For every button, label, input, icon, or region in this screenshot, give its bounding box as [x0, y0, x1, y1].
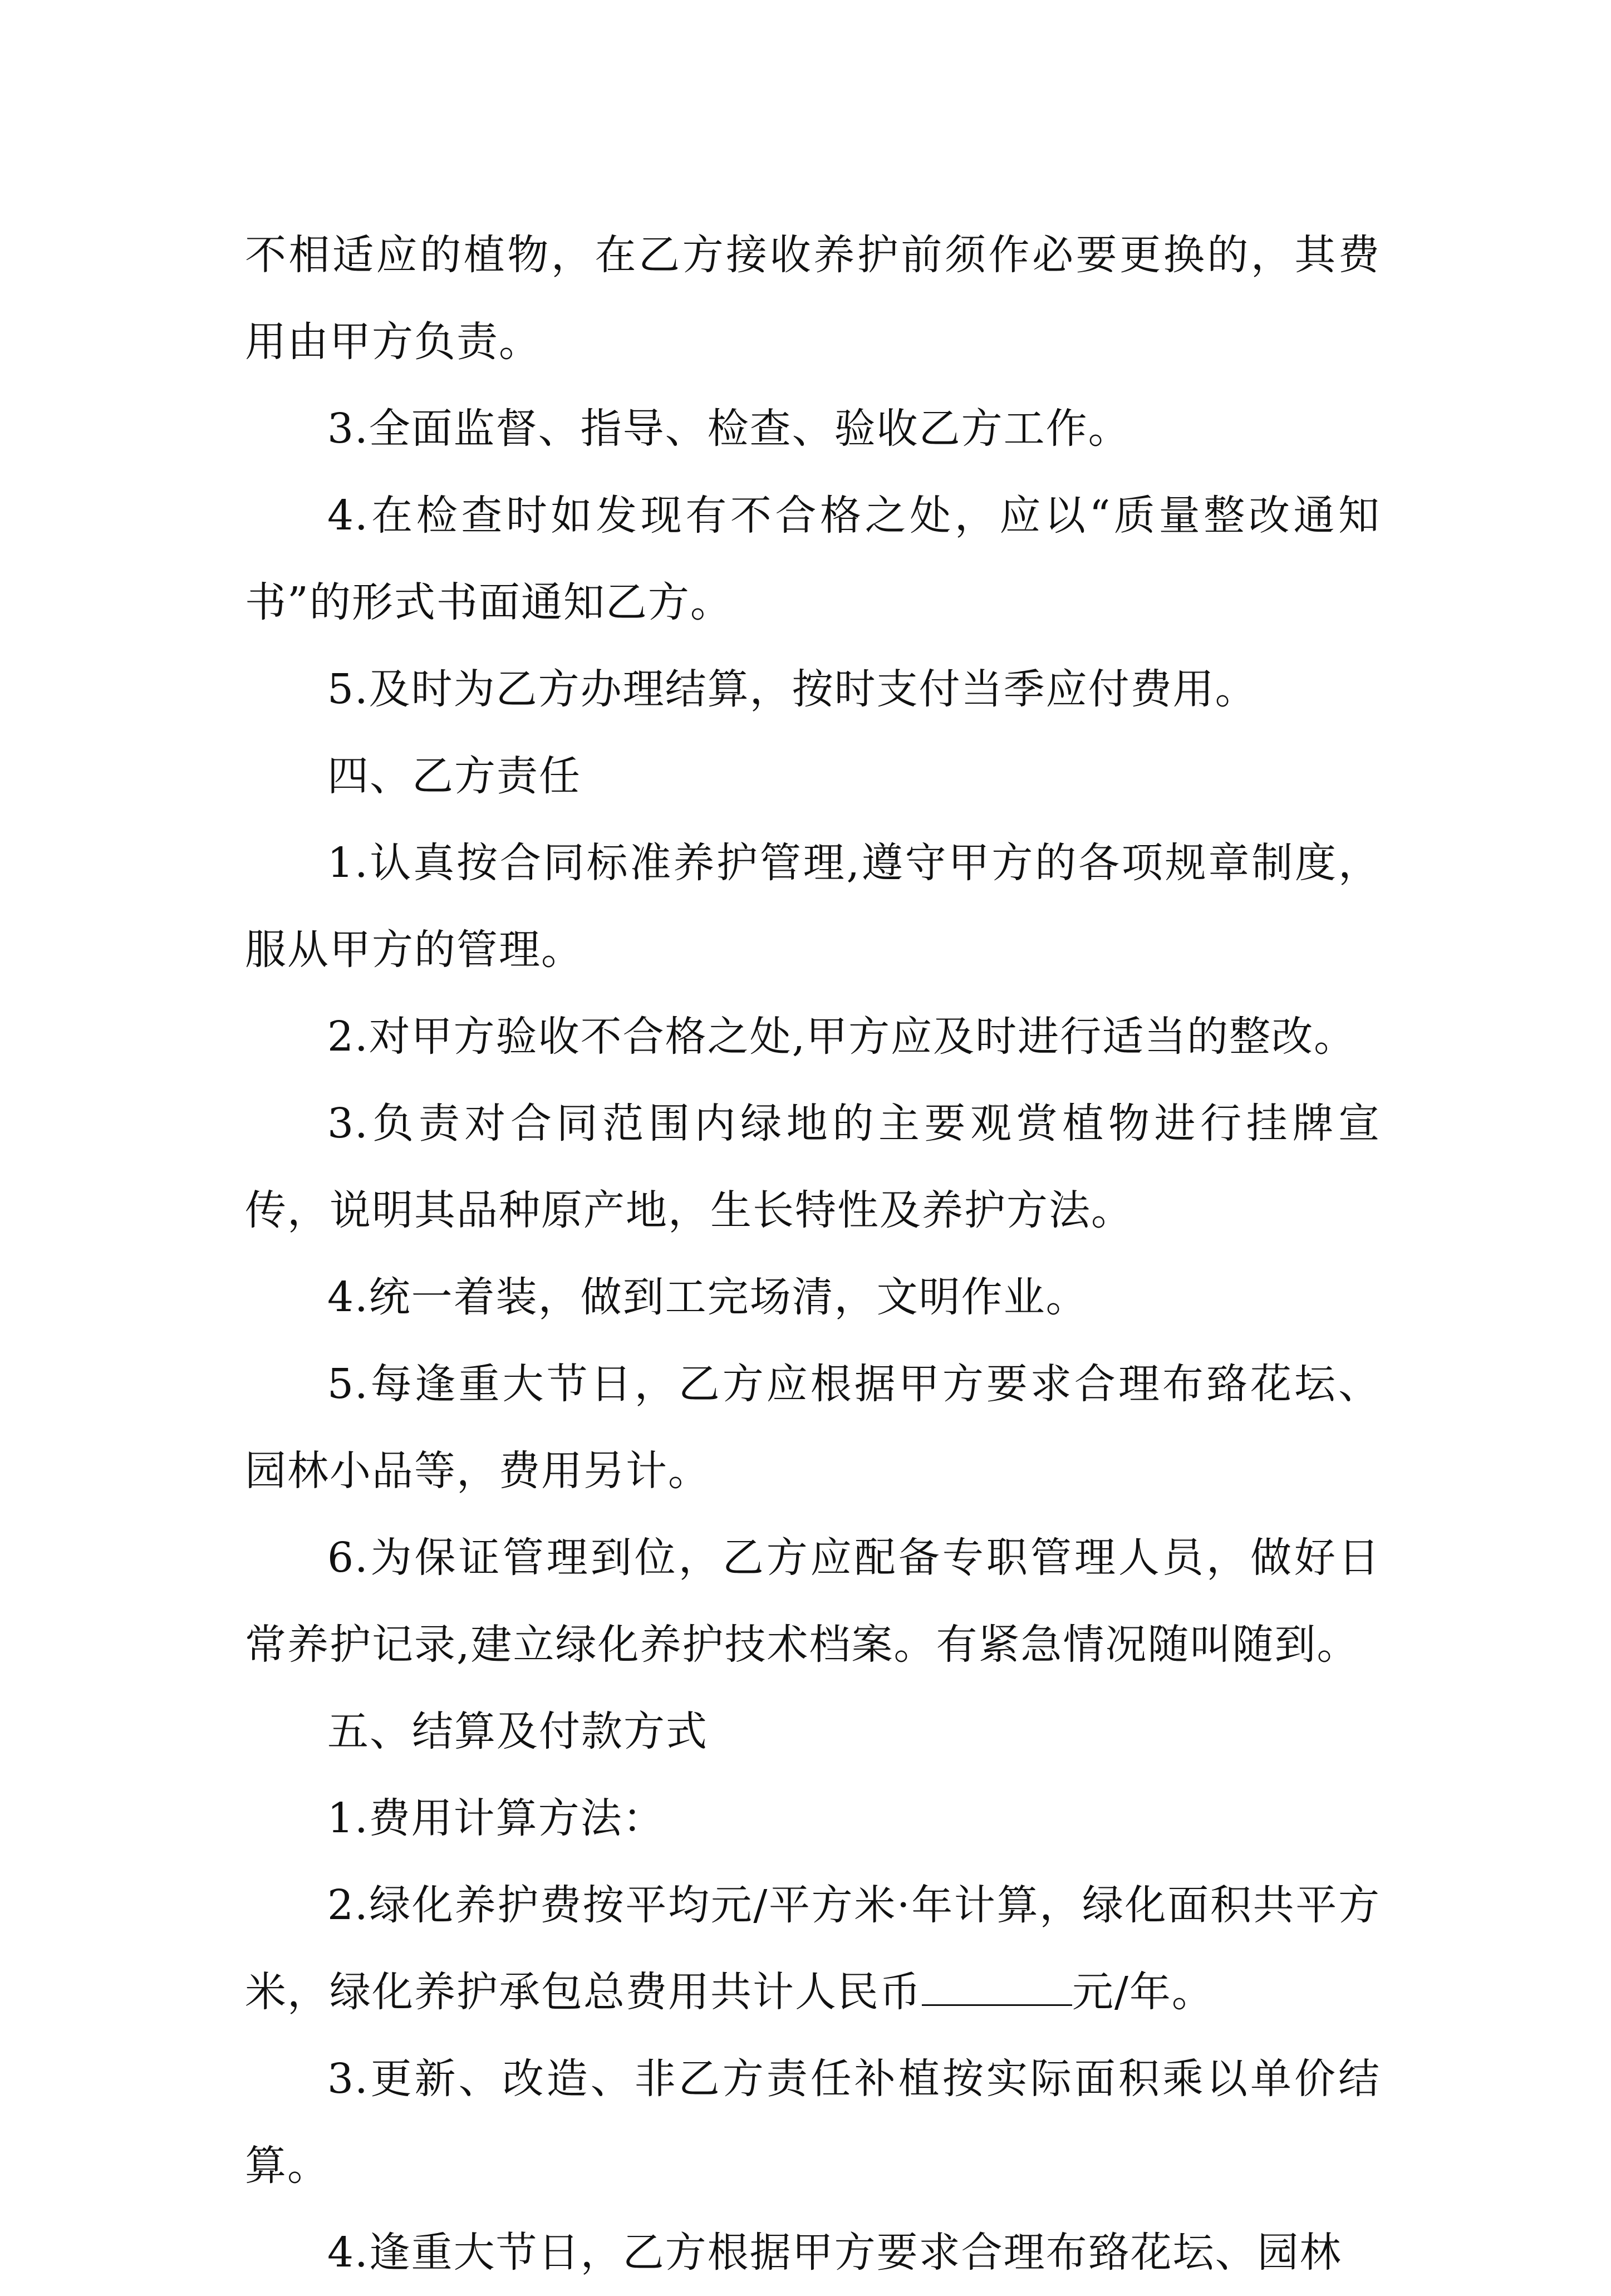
paragraph-plant-labels: 3.负责对合同范围内绿地的主要观赏植物进行挂牌宣传，说明其品种原产地，生长特性及养护方法。 [245, 1100, 1381, 1234]
paragraph-supervise: 3.全面监督、指导、检查、验收乙方工作。 [327, 405, 1131, 453]
paragraph-dedicated-staff: 6.为保证管理到位，乙方应配备专职管理人员，做好日常养护记录,建立绿化养护技术档案。有紧急情况随叫随到。 [245, 1534, 1381, 1669]
paragraph-maintenance-fee [245, 1862, 1381, 2035]
paragraph-replanting-settlement: 3.更新、改造、非乙方责任补植按实际面积乘以单价结算。 [245, 2055, 1381, 2190]
paragraph-uniform: 4.统一着装，做到工完场清，文明作业。 [327, 1273, 1088, 1321]
fee-text-before: 2.绿化养护费按平均元/平方米·年计算，绿化面积共平方米，绿化养护承包总费用共计人民币 [245, 1881, 1381, 2016]
paragraph-follow-standards: 1.认真按合同标准养护管理,遵守甲方的各项规章制度，服从甲方的管理。 [245, 839, 1381, 974]
paragraph-festival-arrangement: 4.逢重大节日，乙方根据甲方要求合理布臵花坛、园林 [327, 2229, 1342, 2277]
paragraph-fee-method: 1.费用计算方法： [327, 1794, 665, 1842]
document-body [245, 212, 1381, 2296]
paragraph-rectification-notice: 4.在检查时如发现有不合格之处，应以“质量整改通知书”的形式书面通知乙方。 [245, 492, 1381, 626]
paragraph-settlement: 5.及时为乙方办理结算，按时支付当季应付费用。 [327, 665, 1258, 713]
paragraph-plant-replacement: 不相适应的植物，在乙方接收养护前须作必要更换的，其费用由甲方负责。 [245, 231, 1381, 366]
paragraph-festival-decoration: 5.每逢重大节日，乙方应根据甲方要求合理布臵花坛、园林小品等，费用另计。 [245, 1360, 1381, 1495]
section-heading-party-b: 四、乙方责任 [327, 752, 581, 800]
fee-amount-blank [922, 1971, 1072, 2006]
fee-text-after: 元/年。 [1072, 1968, 1214, 2016]
section-heading-payment: 五、结算及付款方式 [327, 1708, 708, 1755]
paragraph-fix-nonconformity: 2.对甲方验收不合格之处,甲方应及时进行适当的整改。 [327, 1013, 1357, 1061]
